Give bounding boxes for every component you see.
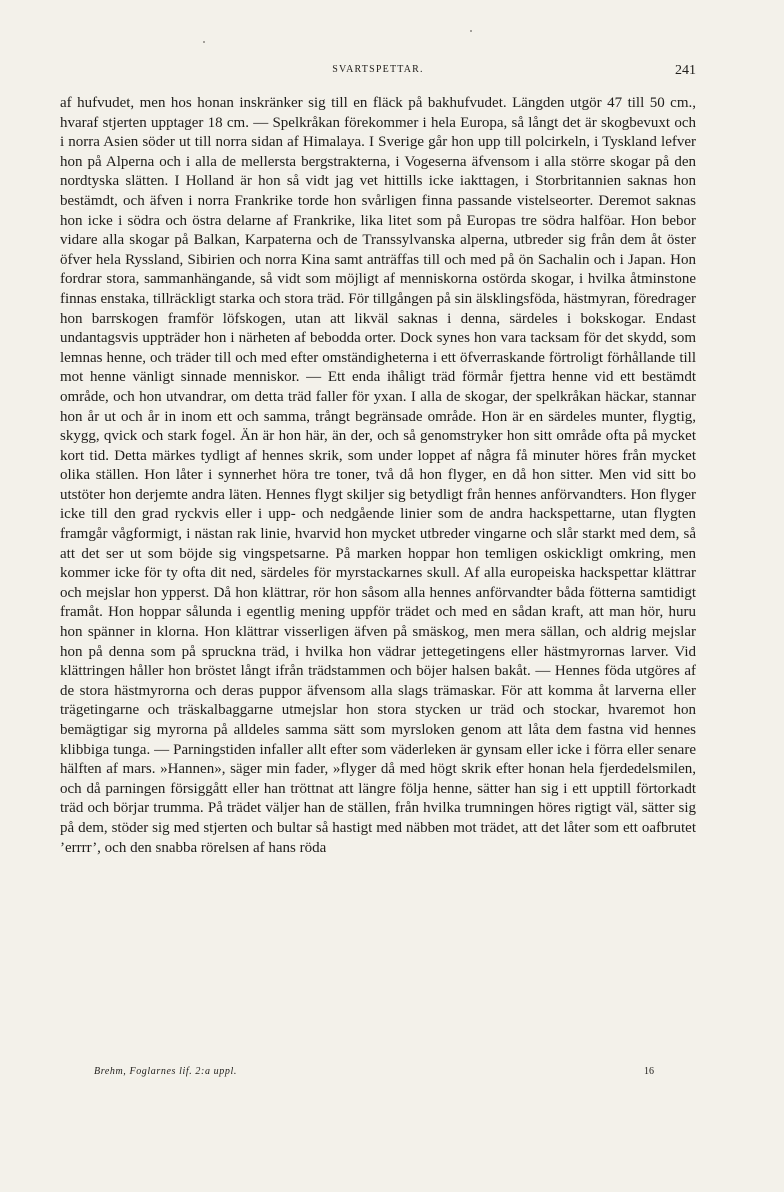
running-head [60,64,696,82]
page-footer [94,1066,654,1080]
footer-source: Brehm, Foglarnes lif. 2:a uppl. [94,1066,237,1077]
footer-signature: 16 [644,1066,654,1077]
paper-speck [470,30,472,32]
body-paragraph: af hufvudet, men hos honan inskränker sig till en fläck på bakhufvudet. Längden utgör 47 till 50 cm., hvaraf stjerten upptager 18 cm. — Spelkråkan förekommer i hela Europa, så långt det är skogbevuxt och i norra Asien söder ut till norra sidan af Himalaya. I Sverige går hon upp till polcirkeln, i Tyskland lefver hon på Alperna och i alla de mellersta bergstrakterna, i Vogeserna äfvensom i alla större skogar på den nordtyska slätten. I Holland är hon så vidt jag vet hittills icke iakttagen, i Storbritannien saknas hon bestämdt, och äfven i norra Frankrike torde hon svårligen finna passande vistelseorter. Deremot saknas hon icke i södra och östra delarne af Frankrike, lika litet som på Europas tre södra halföar. Hon bebor vidare alla skogar på Balkan, Karpaterna och de Transsylvanska alperna, utbreder sig från dem åt öster öfver hela Ryssland, Sibirien och norra Kina samt anträffas till och med på ön Sachalin och i Japan. Hon fordrar stora, sammanhängande, så vidt som möjligt af menniskorna ostörda skogar, i hvilka åtminstone finnas enstaka, tillräckligt starka och stora träd. För tillgången på sin älsklingsföda, hästmyran, föredrager hon barrskogen framför löfskogen, utan att likväl saknas i denna, särdeles i bokskogar. Endast undantagsvis uppträder hon i närheten af bebodda orter. Dock synes hon vara tacksam för det skydd, som lemnas henne, och träder till och med efter omständigheterna i ett öfverraskande förtroligt förhållande till mot henne vänligt sinnade menniskor. — Ett enda ihåligt träd förmår fjettra henne vid ett bestämdt område, och hon utvandrar, om detta träd faller för yxan. I alla de skogar, der spelkråkan häckar, stannar hon år ut och år in inom ett och samma, trångt begränsade område. Hon är en särdeles munter, flygtig, skygg, qvick och stark fogel. Än är hon här, än der, och så genomstryker hon sitt område ofta på mycket kort tid. Detta märkes tydligt af hennes skrik, som under loppet af några få minuter höres från mycket olika ställen. Hon låter i synnerhet höra tre toner, två då hon flyger, en då hon sitter. Men vid sitt bo utstöter hon derjemte andra läten. Hennes flygt skiljer sig betydligt från hennes anförvandters. Hon flyger icke till den grad ryckvis eller i upp- och nedgående linier som de andra hackspettarne, utan flygten framgår vågformigt, i nästan rak linie, hvarvid hon mycket utbreder vingarne och slår starkt med dem, så att det ser ut som böjde sig vingspetsarne. På marken hoppar hon temligen oskickligt omkring, men kommer icke för ty ofta dit ned, särdeles för myrstackarnes skull. Af alla europeiska hackspettar klättrar och mejslar hon ypperst. Då hon klättrar, rör hon såsom alla hennes anförvandter båda fötterna samtidigt framåt. Hon hoppar sålunda i egentlig mening uppför trädet och med en sådan kraft, att man hör, huru hon spänner in klorna. Hon klättrar visserligen äfven på smäskog, men mera sällan, och aldrig mejslar hon på denna som på spruckna träd, i hvilka hon vädrar jettegetingens eller hästmyrornas larver. Vid klättringen håller hon bröstet långt ifrån trädstammen och böjer halsen bakåt. — Hennes föda utgöres af de stora hästmyrorna och deras puppor äfvensom alla slags trämaskar. För att komma åt larverna eller trägetingarne och träskalbaggarne utmejslar hon stora stycken ur träd och stockar, hvaremot hon bemägtigar sig myrorna på alldeles samma sätt som myrsloken genom att låta dem fastna vid hennes klibbiga tunga. — Parningstiden infaller allt efter som väderleken är gynsam eller icke i förra eller senare hälften af mars. »Hannen», säger min fader, »flyger då med högt skrik efter honan hela fjerdedelsmilen, och då parningen försiggått eller han tröttnat att längre följa henne, sätter han sig i ett upptill förtorkadt träd och börjar trumma. På trädet väljer han de ställen, från hvilka trumningen höres rigtigt väl, sätter sig på dem, stöder sig med stjerten och bultar så hastigt med näbben mot trädet, att det låter som ett oafbrutet ’errrr’, och den snabba rörelsen af hans röda [60,95,696,856]
paper-speck [203,41,205,43]
running-title: SVARTSPETTAR. [332,64,424,75]
page-number: 241 [675,63,696,78]
